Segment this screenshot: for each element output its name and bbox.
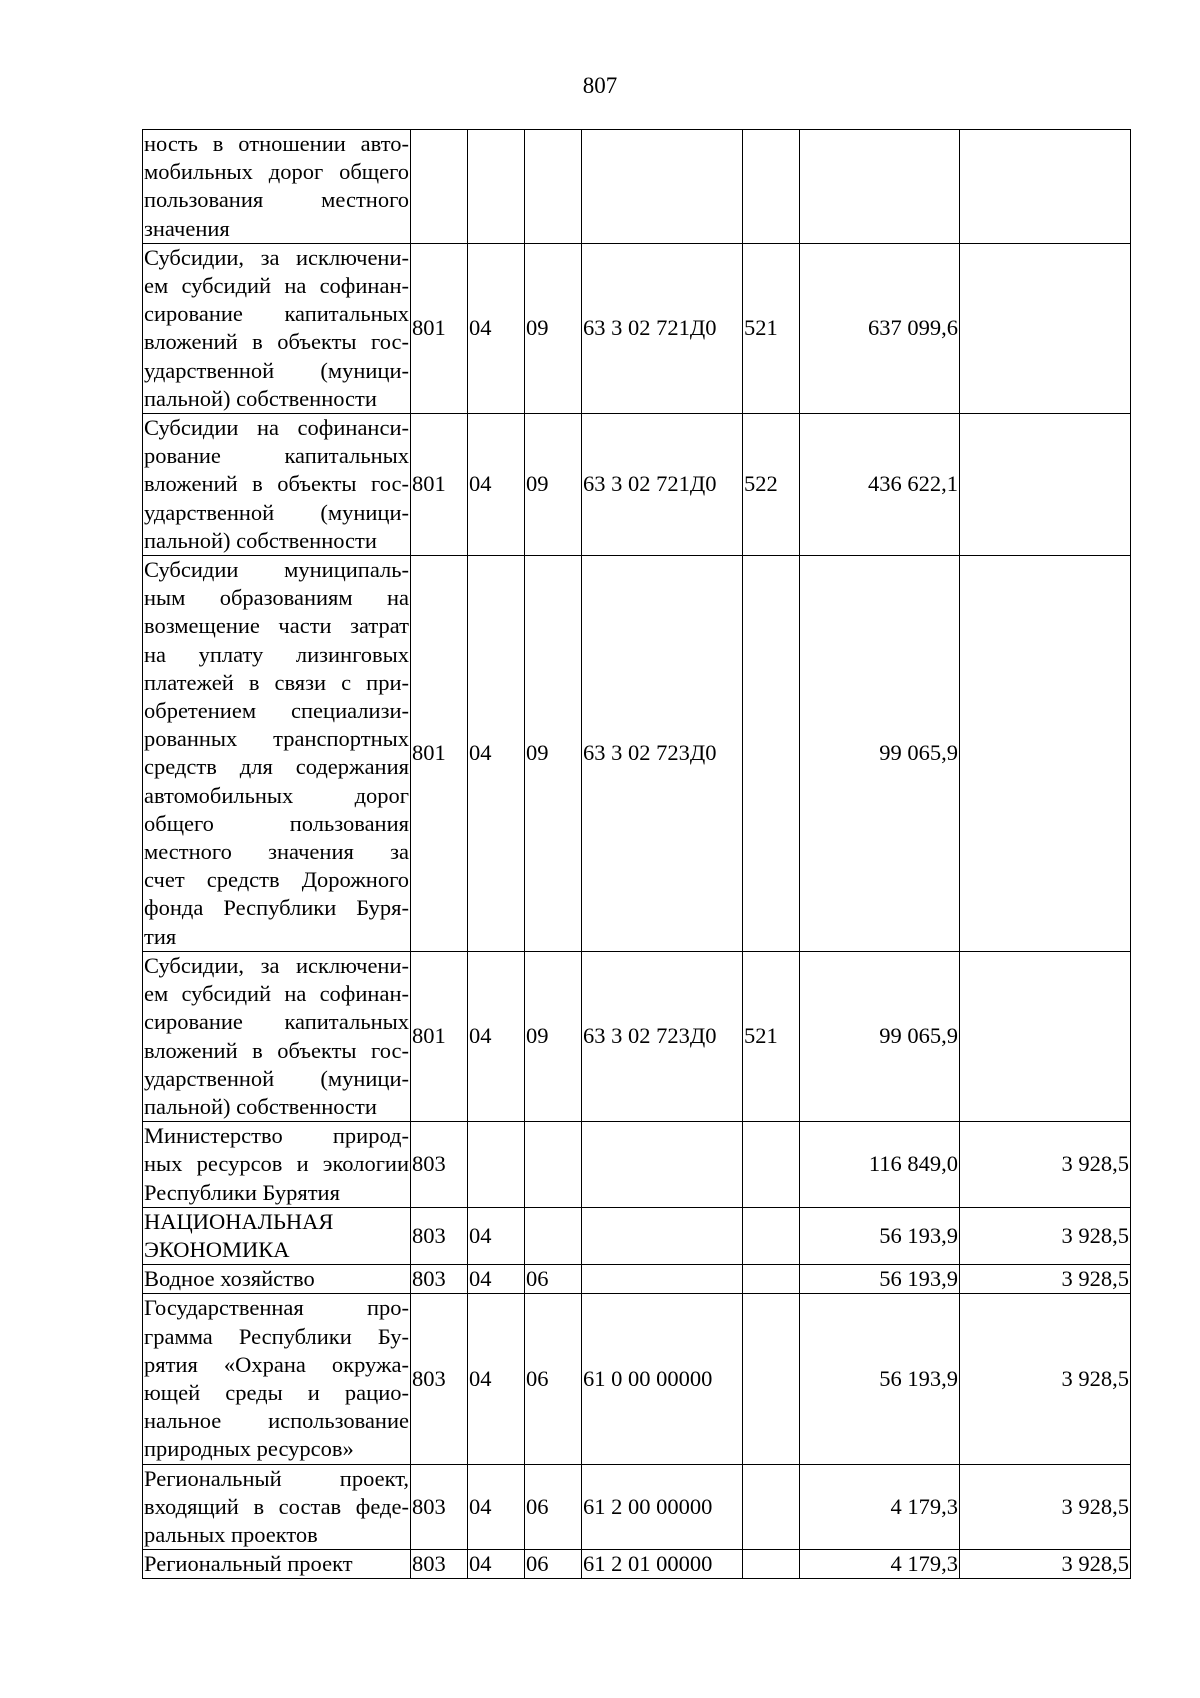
cell-name	[143, 1265, 411, 1294]
cell-subsection: 06	[525, 1550, 582, 1579]
cell-expense-type	[743, 1550, 800, 1579]
cell-amount-federal	[960, 243, 1131, 413]
table-row	[143, 951, 1131, 1121]
table-row	[143, 1207, 1131, 1264]
cell-amount-federal: 3 928,5	[960, 1207, 1131, 1264]
cell-amount: 116 849,0	[800, 1122, 960, 1208]
cell-name-line: сирование капитальных	[144, 301, 409, 327]
cell-subsection: 09	[525, 414, 582, 556]
table-row	[143, 243, 1131, 413]
cell-section: 04	[468, 1207, 525, 1264]
cell-name	[143, 1550, 411, 1579]
cell-name-line: фонда Республики Буря-	[144, 895, 409, 921]
cell-name-line: ударственной (муници-	[144, 499, 409, 525]
cell-name-line: грамма Республики Бу-	[144, 1323, 409, 1349]
cell-name	[143, 1294, 411, 1464]
cell-target-article	[582, 1265, 743, 1294]
cell-expense-type	[743, 1265, 800, 1294]
cell-amount: 99 065,9	[800, 951, 960, 1121]
cell-expense-type	[743, 1122, 800, 1208]
cell-name-line: значения	[144, 215, 230, 241]
cell-amount-federal: 3 928,5	[960, 1294, 1131, 1464]
cell-name-line: пальной) собственности	[144, 527, 377, 553]
table-row	[143, 556, 1131, 952]
cell-name-line: на уплату лизинговых	[144, 641, 409, 667]
table-body	[143, 130, 1131, 1579]
cell-name-line: Субсидии на софинанси-	[144, 415, 409, 441]
cell-subsection: 06	[525, 1294, 582, 1464]
cell-subsection	[525, 130, 582, 244]
cell-amount: 99 065,9	[800, 556, 960, 952]
cell-section: 04	[468, 951, 525, 1121]
cell-subsection: 06	[525, 1464, 582, 1550]
cell-name-line: пользования местного	[144, 187, 409, 213]
table-row	[143, 1550, 1131, 1579]
cell-expense-type	[743, 556, 800, 952]
cell-section: 04	[468, 556, 525, 952]
cell-name	[143, 951, 411, 1121]
cell-ved: 803	[411, 1207, 468, 1264]
table-row	[143, 1464, 1131, 1550]
cell-subsection: 09	[525, 243, 582, 413]
cell-subsection: 09	[525, 556, 582, 952]
cell-name-line: Субсидии, за исключени-	[144, 244, 409, 270]
cell-target-article: 63 3 02 723Д0	[582, 951, 743, 1121]
cell-expense-type	[743, 1207, 800, 1264]
cell-ved: 801	[411, 556, 468, 952]
cell-name-line: вложений в объекты гос-	[144, 329, 409, 355]
cell-target-article	[582, 130, 743, 244]
cell-target-article	[582, 1122, 743, 1208]
cell-name-line: входящий в состав феде-	[144, 1493, 409, 1519]
cell-name-line: рование капитальных	[144, 443, 409, 469]
cell-subsection: 09	[525, 951, 582, 1121]
cell-target-article: 61 0 00 00000	[582, 1294, 743, 1464]
cell-name-line: Региональный проект	[144, 1551, 353, 1577]
cell-name-line: счет средств Дорожного	[144, 867, 409, 893]
cell-section: 04	[468, 1464, 525, 1550]
cell-ved	[411, 130, 468, 244]
cell-expense-type: 522	[743, 414, 800, 556]
cell-amount-federal	[960, 556, 1131, 952]
cell-name-line: мобильных дорог общего	[144, 159, 409, 185]
cell-name-line: Водное хозяйство	[144, 1266, 315, 1292]
cell-target-article	[582, 1207, 743, 1264]
cell-amount: 56 193,9	[800, 1265, 960, 1294]
cell-name-line: тия	[144, 923, 177, 949]
cell-name-line: ем субсидий на софинан-	[144, 273, 409, 299]
table-row	[143, 414, 1131, 556]
table-row	[143, 1265, 1131, 1294]
cell-name-line: ность в отношении авто-	[144, 131, 409, 156]
cell-name-line: Субсидии, за исключени-	[144, 952, 409, 978]
table-row	[143, 1294, 1131, 1464]
cell-target-article: 61 2 01 00000	[582, 1550, 743, 1579]
cell-name-line: ударственной (муници-	[144, 357, 409, 383]
cell-name-line: обретением специализи-	[144, 698, 409, 724]
cell-name-line: вложений в объекты гос-	[144, 1037, 409, 1063]
table-row	[143, 130, 1131, 244]
cell-expense-type	[743, 130, 800, 244]
cell-subsection	[525, 1122, 582, 1208]
cell-name-line: возмещение части затрат	[144, 613, 409, 639]
cell-amount: 56 193,9	[800, 1294, 960, 1464]
cell-name-line: пальной) собственности	[144, 1093, 377, 1119]
cell-name-line: природных ресурсов»	[144, 1436, 354, 1462]
cell-section: 04	[468, 1550, 525, 1579]
cell-name-line: Республики Бурятия	[144, 1179, 340, 1205]
cell-section	[468, 130, 525, 244]
cell-amount	[800, 130, 960, 244]
cell-name-line: ным образованиям на	[144, 585, 409, 611]
cell-name	[143, 1464, 411, 1550]
cell-name-line: ЭКОНОМИКА	[144, 1236, 290, 1262]
cell-ved: 803	[411, 1464, 468, 1550]
cell-section: 04	[468, 1294, 525, 1464]
cell-name-line: ем субсидий на софинан-	[144, 981, 409, 1007]
cell-amount-federal: 3 928,5	[960, 1464, 1131, 1550]
cell-name-line: пальной) собственности	[144, 385, 377, 411]
cell-target-article: 63 3 02 721Д0	[582, 414, 743, 556]
cell-expense-type: 521	[743, 951, 800, 1121]
cell-section	[468, 1122, 525, 1208]
cell-ved: 801	[411, 951, 468, 1121]
cell-subsection	[525, 1207, 582, 1264]
cell-name	[143, 556, 411, 952]
cell-target-article: 61 2 00 00000	[582, 1464, 743, 1550]
cell-name-line: платежей в связи с при-	[144, 669, 409, 695]
cell-name-line: ударственной (муници-	[144, 1065, 409, 1091]
cell-section: 04	[468, 414, 525, 556]
cell-target-article: 63 3 02 723Д0	[582, 556, 743, 952]
cell-name-line: автомобильных дорог	[144, 782, 409, 808]
cell-amount-federal	[960, 951, 1131, 1121]
cell-amount: 637 099,6	[800, 243, 960, 413]
cell-amount-federal: 3 928,5	[960, 1265, 1131, 1294]
cell-name-line: нальное использование	[144, 1408, 409, 1434]
cell-name-line: Министерство природ-	[144, 1123, 409, 1149]
cell-name-line: Государственная про-	[144, 1295, 409, 1321]
cell-target-article: 63 3 02 721Д0	[582, 243, 743, 413]
cell-amount-federal	[960, 130, 1131, 244]
cell-name-line: общего пользования	[144, 810, 409, 836]
cell-amount-federal: 3 928,5	[960, 1122, 1131, 1208]
cell-amount: 4 179,3	[800, 1464, 960, 1550]
cell-subsection: 06	[525, 1265, 582, 1294]
cell-name-line: сирование капитальных	[144, 1009, 409, 1035]
cell-name-line: Региональный проект,	[144, 1465, 409, 1491]
cell-name	[143, 243, 411, 413]
cell-name	[143, 414, 411, 556]
cell-name-line: ных ресурсов и экологии	[144, 1151, 409, 1177]
cell-name-line: вложений в объекты гос-	[144, 471, 409, 497]
cell-name-line: средств для содержания	[144, 754, 409, 780]
cell-ved: 803	[411, 1122, 468, 1208]
cell-expense-type: 521	[743, 243, 800, 413]
cell-section: 04	[468, 243, 525, 413]
page-number: 807	[582, 73, 618, 98]
cell-amount-federal	[960, 414, 1131, 556]
budget-table	[142, 129, 1131, 1579]
cell-expense-type	[743, 1294, 800, 1464]
cell-name-line: ющей среды и рацио-	[144, 1379, 409, 1405]
cell-name	[143, 130, 411, 244]
cell-name-line: ральных проектов	[144, 1521, 318, 1547]
cell-expense-type	[743, 1464, 800, 1550]
cell-ved: 803	[411, 1294, 468, 1464]
table-row	[143, 1122, 1131, 1208]
cell-name	[143, 1207, 411, 1264]
cell-name-line: рятия «Охрана окружа-	[144, 1351, 409, 1377]
cell-amount-federal: 3 928,5	[960, 1550, 1131, 1579]
cell-ved: 801	[411, 243, 468, 413]
cell-ved: 801	[411, 414, 468, 556]
cell-name	[143, 1122, 411, 1208]
cell-section: 04	[468, 1265, 525, 1294]
cell-amount: 56 193,9	[800, 1207, 960, 1264]
cell-ved: 803	[411, 1550, 468, 1579]
cell-amount: 436 622,1	[800, 414, 960, 556]
cell-name-line: местного значения за	[144, 839, 409, 865]
cell-ved: 803	[411, 1265, 468, 1294]
cell-amount: 4 179,3	[800, 1550, 960, 1579]
cell-name-line: НАЦИОНАЛЬНАЯ	[144, 1208, 334, 1234]
cell-name-line: Субсидии муниципаль-	[144, 557, 409, 583]
cell-name-line: рованных транспортных	[144, 726, 409, 752]
